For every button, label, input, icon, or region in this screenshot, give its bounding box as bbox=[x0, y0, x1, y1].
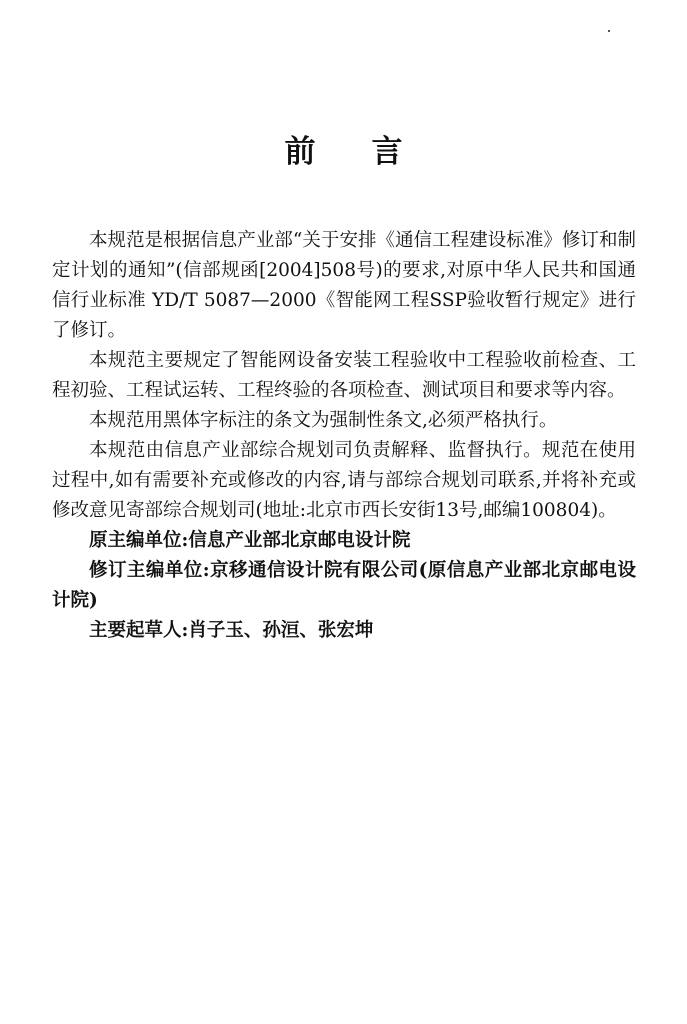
paragraph-revision-editor: 修订主编单位:京移通信设计院有限公司(原信息产业部北京邮电设计院) bbox=[52, 560, 636, 611]
page-title: 前言 bbox=[284, 134, 459, 170]
paragraph-scope: 本规范主要规定了智能网设备安装工程验收中工程验收前检查、工程初验、工程试运转、工程终验的各项检查、测试项目和要求等内容。 bbox=[52, 350, 636, 401]
paragraph-drafters: 主要起草人:肖子玉、孙洹、张宏坤 bbox=[89, 620, 374, 641]
scan-speck bbox=[608, 30, 610, 32]
paragraph-revision-basis: 本规范是根据信息产业部“关于安排《通信工程建设标准》修订和制定计划的通知”(信部规函[2004]508号)的要求,对原中华人民共和国通信行业标准 YD/T 5087—2000《智能网工程SSP验收暂行规定》进行了修订。 bbox=[52, 230, 636, 341]
paragraph-original-editor: 原主编单位:信息产业部北京邮电设计院 bbox=[89, 530, 411, 551]
paragraph-mandatory-clauses: 本规范用黑体字标注的条文为强制性条文,必须严格执行。 bbox=[89, 410, 558, 431]
paragraph-interpretation: 本规范由信息产业部综合规划司负责解释、监督执行。规范在使用过程中,如有需要补充或修改的内容,请与部综合规划司联系,并将补充或修改意见寄部综合规划司(地址:北京市西长安街13号,邮编100804)。 bbox=[52, 440, 636, 521]
document-body bbox=[52, 226, 636, 646]
